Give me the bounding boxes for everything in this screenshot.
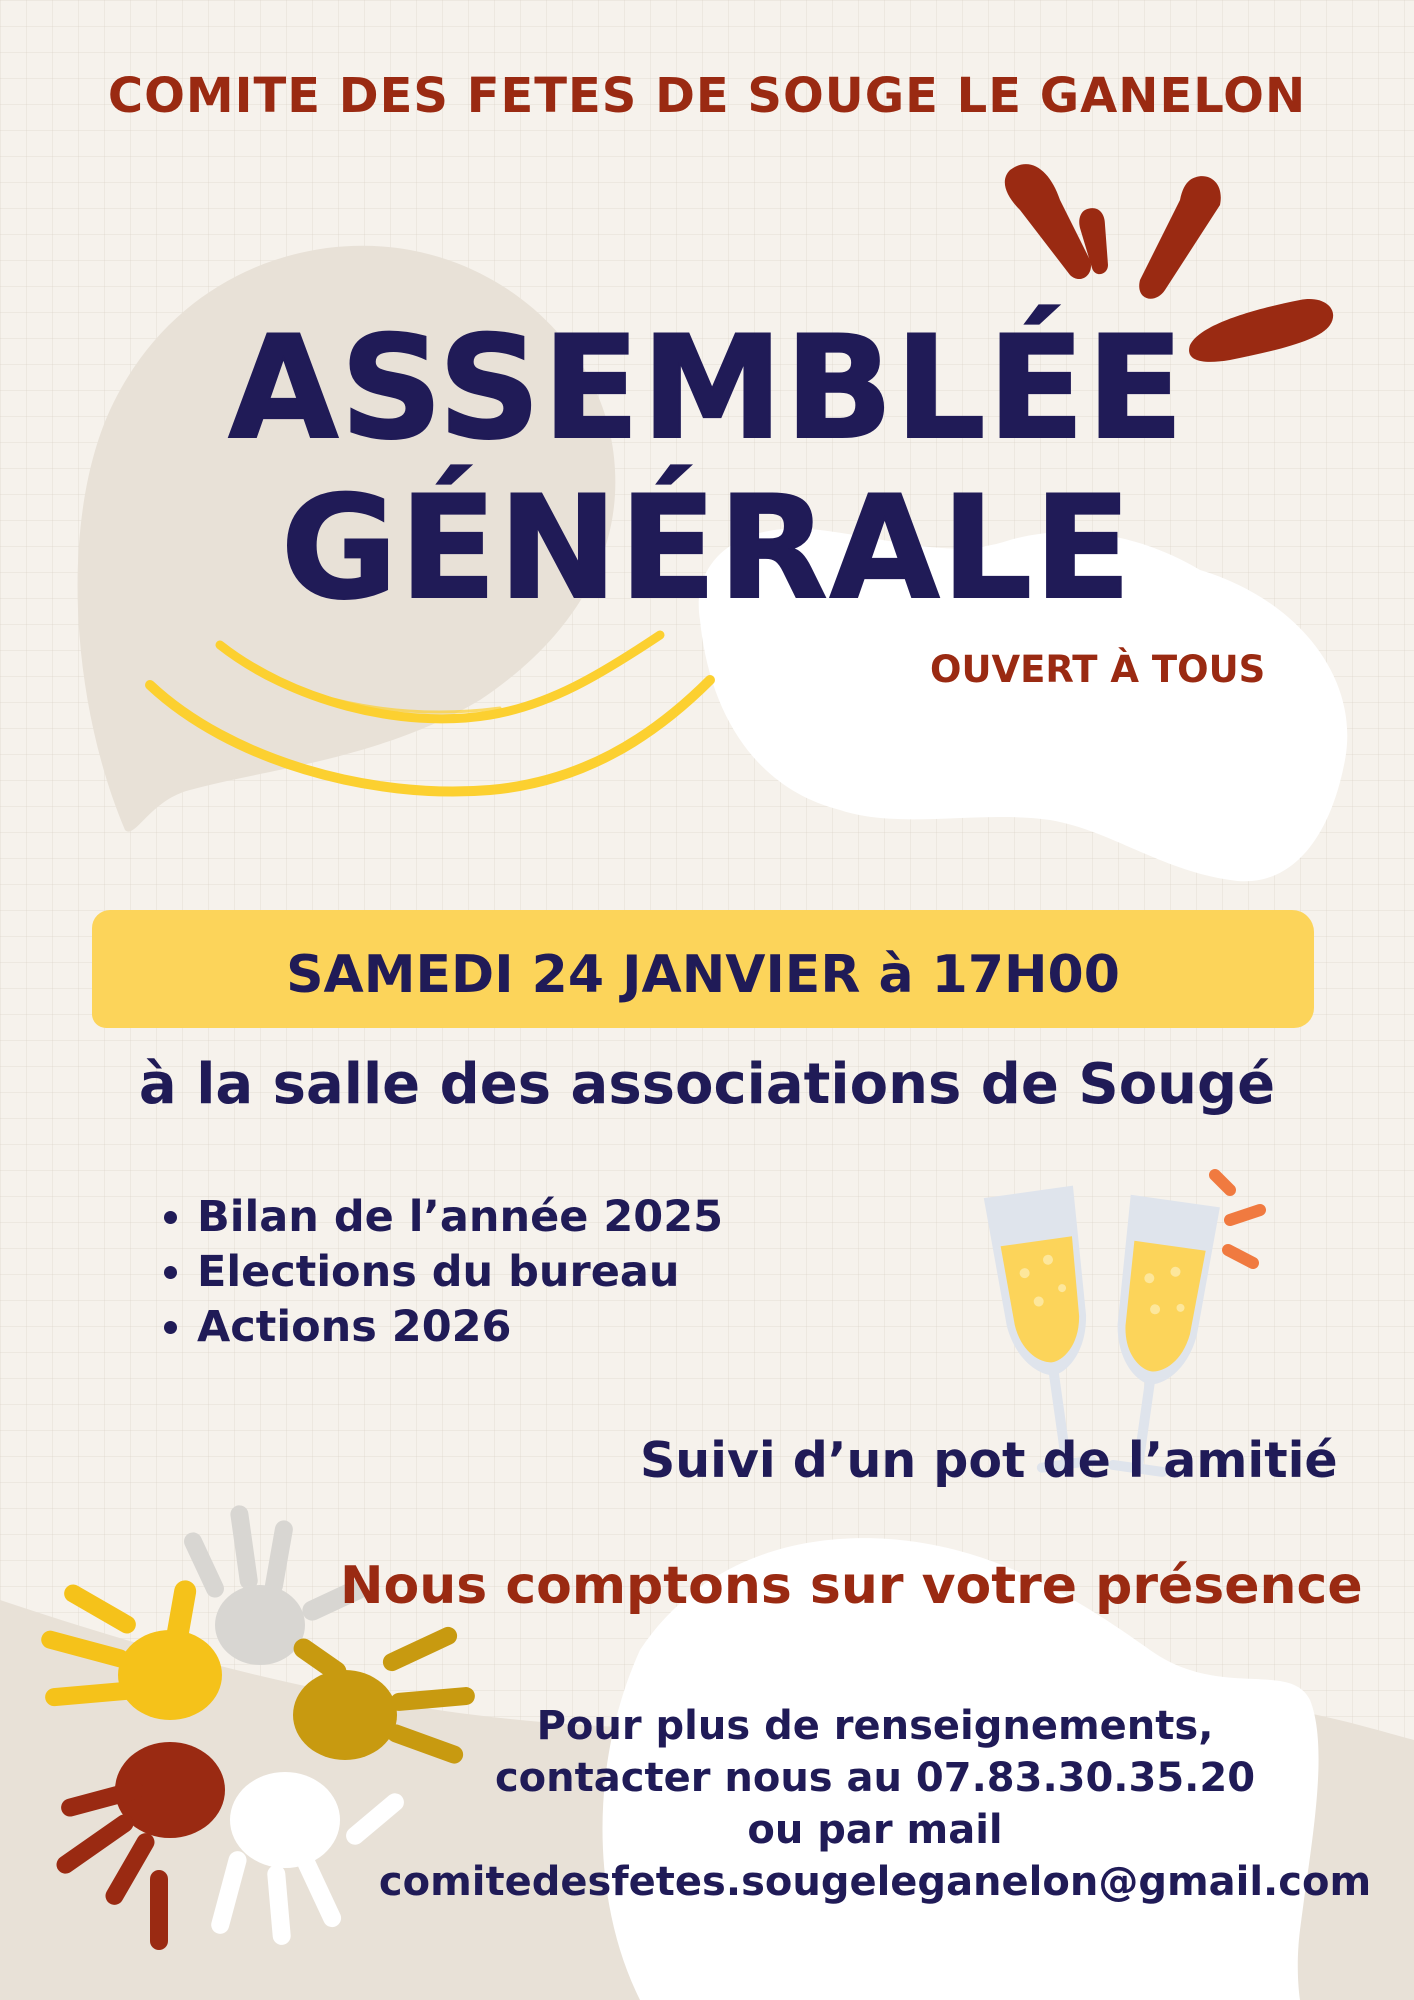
agenda-item: • Elections du bureau [197, 1245, 723, 1300]
agenda-item: • Bilan de l’année 2025 [197, 1190, 723, 1245]
contact-line-3: ou par mail [747, 1807, 1003, 1853]
drinks-note: Suivi d’un pot de l’amitié [640, 1432, 1338, 1489]
main-title-line1: ASSEMBLÉE [228, 306, 1186, 471]
event-venue: à la salle des associations de Sougé [138, 1052, 1276, 1117]
contact-email[interactable]: comitedesfetes.sougeleganelon@gmail.com [378, 1859, 1372, 1905]
contact-line-1: Pour plus de renseignements, [536, 1703, 1214, 1749]
contact-line-2: contacter nous au 07.83.30.35.20 [494, 1755, 1256, 1801]
brush-stroke-icon [140, 620, 720, 820]
main-title-line2: GÉNÉRALE [280, 466, 1134, 631]
agenda-list [145, 1190, 723, 1355]
contact-block [360, 1700, 1390, 1908]
open-to-all-label: OUVERT À TOUS [930, 648, 1266, 691]
event-date: SAMEDI 24 JANVIER à 17H00 [286, 945, 1120, 1005]
agenda-item: • Actions 2026 [197, 1300, 723, 1355]
organization-title: COMITE DES FETES DE SOUGE LE GANELON [107, 68, 1307, 124]
presence-message: Nous comptons sur votre présence [340, 1556, 1363, 1616]
